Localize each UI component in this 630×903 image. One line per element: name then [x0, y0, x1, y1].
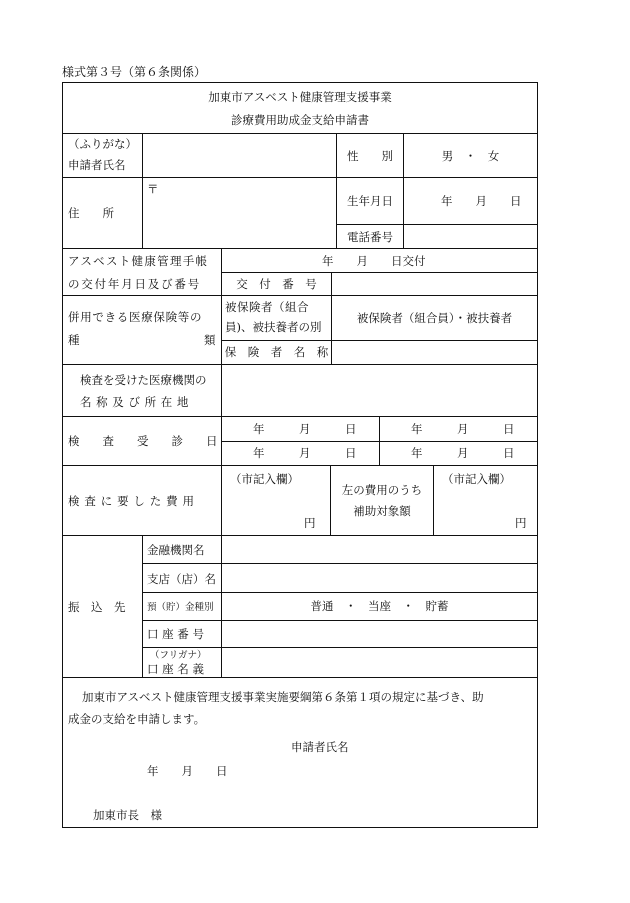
form-number: 様式第３号（第６条関係）	[62, 65, 207, 79]
account-holder-furigana: （フリガナ）	[150, 650, 207, 661]
exam-date-2[interactable]: 年 月 日	[411, 422, 515, 436]
sex-options[interactable]: 男 ・ 女	[441, 149, 500, 163]
addressee: 加東市長 様	[93, 808, 162, 822]
applicant-name-label: 申請者氏名	[68, 158, 126, 172]
insurer-name-label: 保 険 者 名 称	[224, 345, 329, 359]
vline-cost-1	[221, 465, 222, 535]
birth-value[interactable]: 年 月 日	[441, 194, 522, 208]
handbook-number-field[interactable]	[332, 273, 537, 295]
vline-cost-2	[330, 465, 331, 535]
deposit-type-options[interactable]: 普通 ・ 当座 ・ 貯蓄	[310, 599, 449, 613]
statement-line-1: 加東市アスベスト健康管理支援事業実施要綱第６条第１項の規定に基づき、助	[82, 690, 484, 704]
deposit-type-label: 預（貯）金種別	[147, 602, 214, 613]
branch-name-label: 支店（店）名	[147, 572, 216, 586]
rule-address	[62, 248, 538, 249]
birth-label: 生年月日	[347, 194, 393, 208]
form-title-line1: 加東市アスベスト健康管理支援事業	[208, 90, 392, 104]
statement-line-2: 成金の支給を申請します。	[68, 712, 206, 726]
handbook-number-label: 交 付 番 号	[236, 277, 317, 291]
address-label: 住 所	[68, 206, 114, 220]
furigana-label: （ふりがな）	[68, 137, 137, 151]
exam-date-4[interactable]: 年 月 日	[411, 446, 515, 460]
frame-top	[62, 82, 538, 83]
vline-exam	[221, 416, 222, 465]
cost-yen: 円	[304, 516, 316, 530]
rule-transfer	[62, 677, 538, 678]
postal-mark: 〒	[147, 182, 159, 196]
subsidy-label-2: 補助対象額	[353, 504, 411, 518]
handbook-issue-date[interactable]: 年 月 日交付	[322, 254, 426, 268]
insurance-label-1: 併用できる医療保険等の	[68, 310, 203, 324]
frame-right	[537, 82, 538, 828]
exam-date-label: 検 査 受 診 日	[68, 434, 218, 448]
insured-options[interactable]: 被保険者（組合員）・被扶養者	[356, 311, 513, 325]
vline-transfer	[142, 535, 143, 677]
institution-label-2: 名 称 及 び 所 在 地	[80, 395, 189, 409]
application-date[interactable]: 年 月 日	[147, 764, 228, 778]
exam-date-1[interactable]: 年 月 日	[253, 422, 357, 436]
account-number-label: 口 座 番 号	[147, 627, 204, 641]
cost-city-field-label: （市記入欄）	[230, 472, 299, 486]
handbook-label-2: の交付年月日及び番号	[68, 277, 201, 291]
insurance-label-2b: 類	[204, 333, 216, 347]
vline-exam-mid	[379, 416, 380, 465]
address-field[interactable]	[143, 178, 335, 248]
subsidy-yen: 円	[515, 516, 527, 530]
handbook-label-1: アスベスト健康管理手帳	[68, 254, 209, 268]
transfer-label: 振 込 先	[68, 600, 126, 614]
subsidy-label-1: 左の費用のうち	[341, 483, 423, 497]
cost-label: 検 査 に 要 し た 費 用	[68, 494, 195, 508]
signer-name-field[interactable]	[360, 736, 530, 756]
rule-branch	[142, 592, 538, 593]
branch-name-field[interactable]	[222, 564, 537, 592]
account-holder-label: 口 座 名 義	[147, 662, 204, 676]
rule-institution	[62, 416, 538, 417]
rule-handbook	[62, 295, 538, 296]
insured-label-2: 員)、被扶養者の別	[225, 320, 322, 334]
account-number-field[interactable]	[222, 621, 537, 647]
phone-field[interactable]	[404, 225, 537, 248]
bank-name-field[interactable]	[222, 536, 537, 563]
exam-date-3[interactable]: 年 月 日	[253, 446, 357, 460]
rule-exam	[62, 465, 538, 466]
signer-name-label: 申請者氏名	[291, 740, 349, 754]
subsidy-city-field-label: （市記入欄）	[442, 472, 511, 486]
bank-name-label: 金融機関名	[147, 543, 205, 557]
account-holder-field[interactable]	[222, 648, 537, 677]
phone-label: 電話番号	[347, 230, 393, 244]
institution-label-1: 検査を受けた医療機関の	[80, 373, 207, 387]
applicant-name-field[interactable]	[143, 134, 335, 177]
insured-label-1: 被保険者（組合	[225, 300, 309, 314]
form-title-line2: 診療費用助成金支給申請書	[231, 113, 369, 127]
frame-left	[62, 82, 63, 828]
insurer-name-field[interactable]	[332, 341, 537, 364]
institution-field[interactable]	[222, 365, 537, 416]
frame-bottom	[62, 827, 538, 828]
insurance-label-2a: 種	[68, 333, 80, 347]
vline-cost-3	[433, 465, 434, 535]
sex-label: 性 別	[347, 149, 393, 163]
